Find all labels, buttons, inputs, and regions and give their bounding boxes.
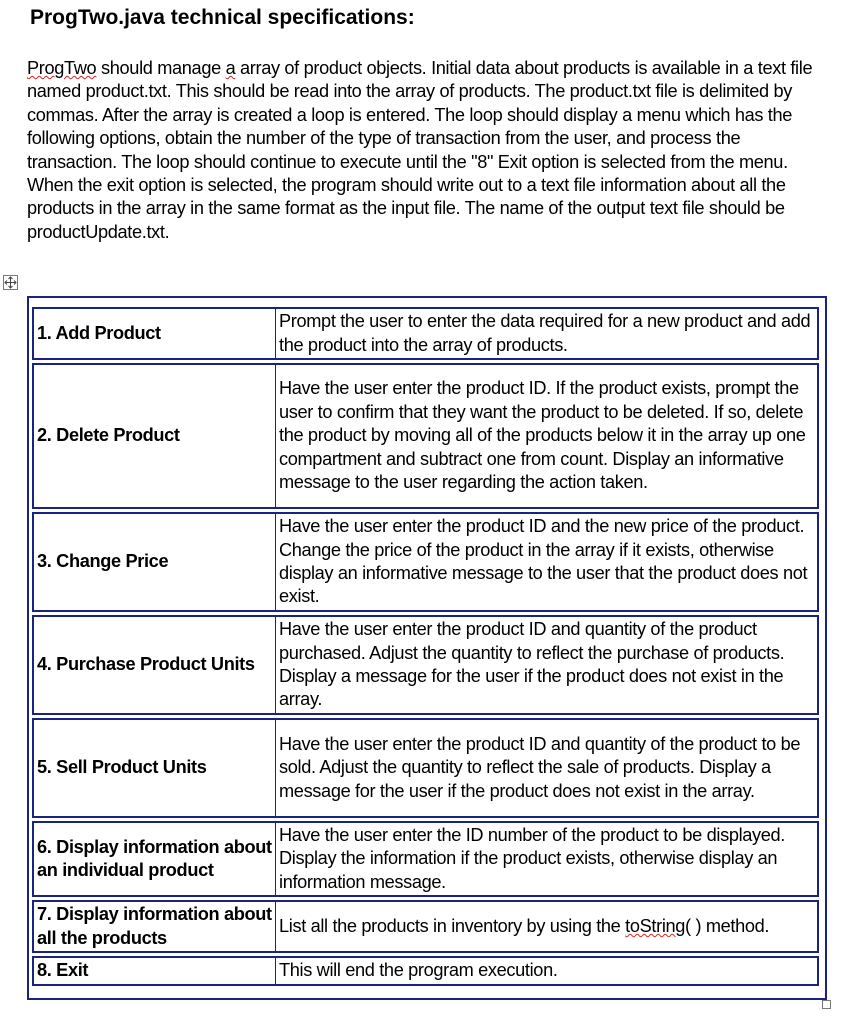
description-text: List all the products in inventory by using the [279, 915, 626, 936]
table-row [32, 956, 819, 986]
table-row [32, 363, 819, 509]
table-row [32, 512, 819, 612]
intro-text: array of product objects. Initial data about products is available in a text file named product.txt. This should be read into the array of products. The product.txt file is delimited by commas. After the array is created a loop is entered. The loop should display a menu which has the following options, obtain the number of the type of transaction from the user, and process the transaction. The loop should continue to execute until the "8" Exit option is selected from the menu. When the exit option is selected, the program should write out to a text file information about all the products in the array in the same format as the input file. The name of the output text file should be productUpdate.txt. [27, 58, 813, 242]
option-description: This will end the program execution. [275, 956, 819, 986]
option-description: Prompt the user to enter the data required for a new product and add the product into the array of products. [275, 307, 819, 360]
option-description [275, 900, 819, 953]
option-label: 6. Display information about an individual product [32, 821, 275, 897]
option-label: 5. Sell Product Units [32, 718, 275, 818]
option-description: Have the user enter the product ID and quantity of the product purchased. Adjust the quantity to reflect the purchase of products. Display a message for the user if the product does not exist in the array. [275, 615, 819, 715]
table-row [32, 615, 819, 715]
spellcheck-word[interactable]: toString [625, 915, 686, 936]
intro-paragraph [27, 57, 817, 244]
spellcheck-word[interactable]: a [225, 58, 236, 78]
page-title: ProgTwo.java technical specifications: [30, 6, 415, 29]
option-label: 8. Exit [32, 956, 275, 986]
option-label: 7. Display information about all the products [32, 900, 275, 953]
option-label: 2. Delete Product [32, 363, 275, 509]
option-description: Have the user enter the product ID and the new price of the product. Change the price of the product in the array if it exists, otherwise display an informative message to the user that the product does not exist. [275, 512, 819, 612]
table-row [32, 718, 819, 818]
description-text: ( ) method. [685, 915, 770, 936]
option-label: 1. Add Product [32, 307, 275, 360]
table-row [32, 821, 819, 897]
spellcheck-word[interactable]: ProgTwo [27, 58, 97, 78]
option-description: Have the user enter the ID number of the product to be displayed. Display the information if the product exists, otherwise display an information message. [275, 821, 819, 897]
table-move-handle[interactable] [3, 275, 18, 290]
table-row [32, 900, 819, 953]
option-label: 4. Purchase Product Units [32, 615, 275, 715]
table-resize-handle[interactable] [822, 1000, 831, 1009]
move-arrows-icon [4, 276, 17, 289]
menu-options-table [32, 304, 819, 989]
option-description: Have the user enter the product ID. If the product exists, prompt the user to confirm that they want the product to be deleted. If so, delete the product by moving all of the products below it in the array up one compartment and subtract one from count. Display an informative message to the user regarding the action taken. [275, 363, 819, 509]
option-description: Have the user enter the product ID and quantity of the product to be sold. Adjust the quantity to reflect the sale of products. Display a message for the user if the product does not exist in the array. [275, 718, 819, 818]
table-row [32, 307, 819, 360]
intro-text: should manage [96, 58, 226, 78]
option-label: 3. Change Price [32, 512, 275, 612]
